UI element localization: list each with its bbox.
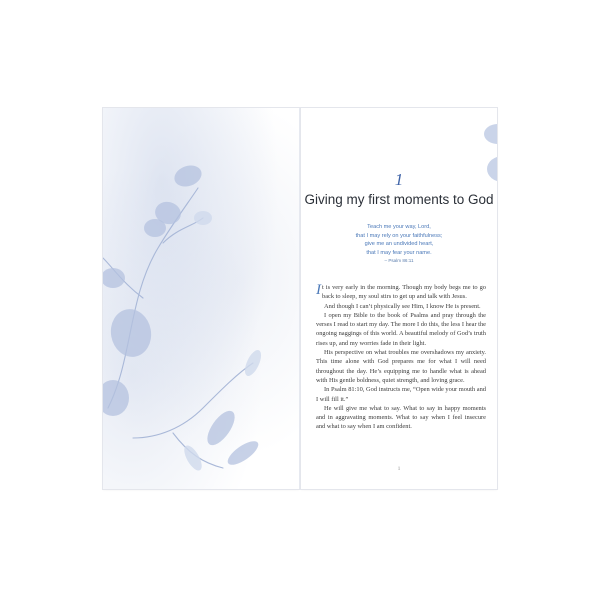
body-paragraph bbox=[316, 283, 486, 302]
epigraph-line: Teach me your way, Lord, bbox=[367, 224, 431, 230]
body-paragraph: In Psalm 81:10, God instructs me, “Open wide your mouth and I will fill it.” bbox=[316, 386, 486, 403]
body-paragraph-text: t is very early in the morning. Though my body begs me to go back to sleep, my soul stirs to get up and talk with Jesus. bbox=[322, 284, 486, 301]
left-page bbox=[103, 108, 299, 489]
page-number: 1 bbox=[397, 467, 401, 472]
epigraph-line: give me an undivided heart, bbox=[364, 241, 434, 247]
epigraph-line: that I may rely on your faithfulness; bbox=[355, 232, 443, 239]
body-paragraph: His perspective on what troubles me overshadows my anxiety. This time alone with God prepares me for what I will need throughout the day. He’s equipping me to handle what is ahead with His gentle boldness, quiet strength, and loving grace. bbox=[316, 349, 486, 384]
body-paragraph: I open my Bible to the book of Psalms and pray through the verses I read to start my day. The more I do this, the less I hear the ongoing naggings of this world. A beautiful melody of God’s truth rises up, and my worries fade in their light. bbox=[316, 311, 486, 347]
chapter-title: Giving my first moments to God bbox=[304, 192, 494, 207]
chapter-number: 1 bbox=[394, 170, 404, 189]
eucalyptus-illustration bbox=[103, 108, 299, 489]
body-paragraph: He will give me what to say. What to say in happy moments and in aggravating moments. What to say when I feel insecure and what to say when I am confident. bbox=[316, 404, 486, 431]
epigraph-reference: – Psalm 86:11 bbox=[384, 258, 414, 263]
epigraph-line: that I may fear your name. bbox=[366, 249, 432, 256]
chapter-body bbox=[316, 283, 486, 432]
body-paragraph: And though I can’t physically see Him, I know He is present. bbox=[324, 302, 481, 310]
epigraph bbox=[301, 223, 497, 266]
right-page-content bbox=[301, 0, 497, 600]
drop-cap: I bbox=[316, 282, 321, 298]
